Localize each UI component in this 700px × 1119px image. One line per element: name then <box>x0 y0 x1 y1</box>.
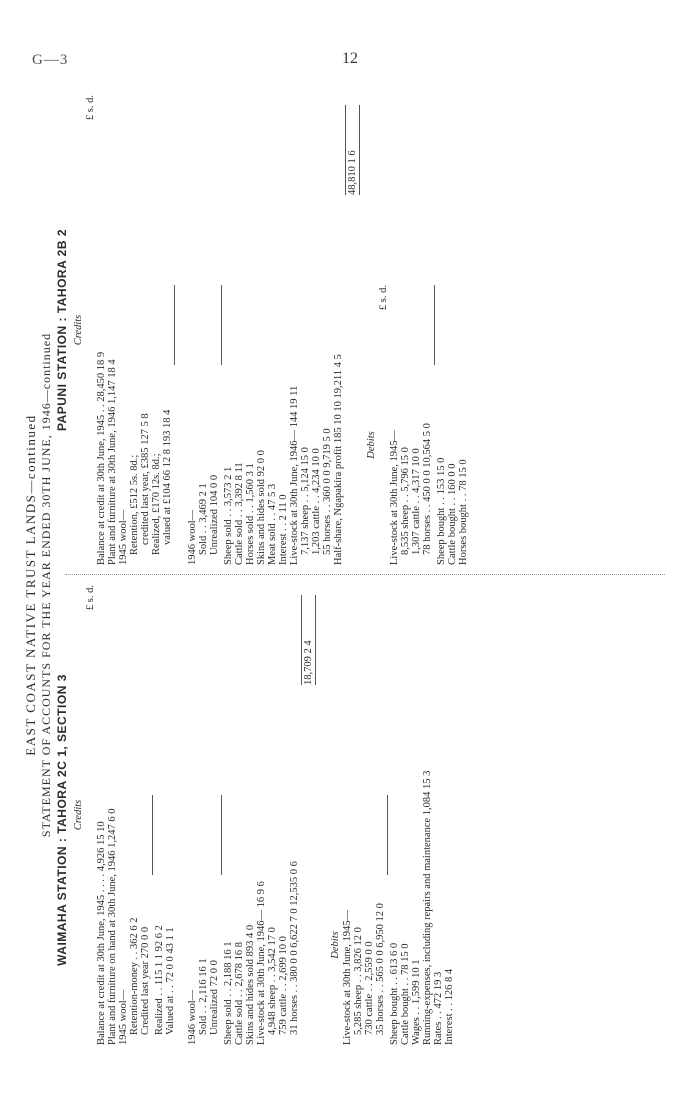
total-rule <box>315 595 316 685</box>
ledger-line: Live-stock at 30th June, 1945— <box>342 909 353 1045</box>
ledger-line: Plant and furniture on hand at 30th June, 1946 1,247 6 0 <box>107 808 118 1045</box>
ledger-line: Realized, £170 12s. 8d.; <box>151 453 162 555</box>
ledger-line: Plant and furniture at 30th June, 1946 1,147 18 4 <box>107 359 118 565</box>
ledger-line: Live-stock at 30th June, 1946— 144 19 11 <box>289 385 300 565</box>
ledger-total: 48,810 1 6 <box>347 150 358 195</box>
ledger-line: 35 horses . . 565 0 0 6,950 12 0 <box>375 903 386 1035</box>
papuni-station-heading: PAPUNI STATION : TAHORA 2B 2 <box>55 229 69 432</box>
ledger-line: Running-expenses, including repairs and maintenance 1,084 15 3 <box>422 770 433 1045</box>
ledger-line: Cattle sold . . 2,678 16 8 <box>234 942 245 1045</box>
waimaha-credits-section <box>73 585 455 1045</box>
ledger-line: 5,285 sheep . . 3,826 12 0 <box>353 927 364 1035</box>
ledger-line: Skins and hides sold 893 4 0 <box>245 924 256 1045</box>
ledger-line: Balance at credit at 30th June, 1945 . . 28,450 18 9 <box>96 351 107 565</box>
ledger-line: Sheep bought . . 613 6 0 <box>389 942 400 1045</box>
sum-rule <box>152 795 153 875</box>
corner-reference: G—3 <box>32 52 69 68</box>
waimaha-credits-list <box>96 585 316 1045</box>
ledger-line: valued at £104 66 12 8 193 18 4 <box>162 409 173 545</box>
sum-rule <box>174 285 175 365</box>
ledger-line: Cattle bought . . 78 15 0 <box>400 943 411 1045</box>
papuni-debits-title: Debits <box>366 431 377 459</box>
ledger-line: Cattle sold . . 3,392 8 11 <box>234 462 245 565</box>
ledger-line: Live-stock at 30th June, 1945— <box>389 429 400 565</box>
total-rule <box>359 105 360 195</box>
ledger-line: Sold . . 3,469 2 1 <box>198 483 209 555</box>
ledger-line: Sold . . 2,116 16 1 <box>198 958 209 1035</box>
ledger-line: Credited last year 270 0 0 <box>140 926 151 1035</box>
papuni-credits-list <box>96 95 360 565</box>
ledger-line: Half-share, Ngapakira profit 185 10 10 19,211 4 5 <box>333 354 344 565</box>
ledger-line: 1946 wool— <box>187 509 198 565</box>
papuni-currency-header: £ s. d. <box>85 95 96 121</box>
document-title: EAST COAST NATIVE TRUST LANDS—continued <box>23 414 38 756</box>
ledger-line: Skins and hides sold 92 0 0 <box>256 450 267 565</box>
sum-rule <box>221 285 222 365</box>
ledger-line: 1945 wool— <box>118 509 129 565</box>
ledger-line: Retention, £512 5s. 8d.; <box>129 454 140 555</box>
ledger-line: Valued at . . 72 0 0 43 1 1 <box>165 927 176 1035</box>
ledger-line: 55 horses . . 360 0 0 9,719 5 0 <box>322 428 333 555</box>
papuni-debits-list <box>389 95 469 565</box>
ledger-line: 31 horses . . 380 0 0 6,622 7 0 12,535 0 6 <box>289 861 300 1035</box>
waimaha-debits-title: Debits <box>330 931 341 959</box>
document-subtitle: STATEMENT OF ACCOUNTS FOR THE YEAR ENDED 30TH JUNE, 1946—continued <box>39 332 53 838</box>
waimaha-credits-title: Credits <box>73 799 84 831</box>
ledger-line: 78 horses . . 450 0 0 10,564 5 0 <box>422 423 433 555</box>
ledger-line: 1945 wool— <box>118 989 129 1045</box>
ledger-line: Horses bought . . 78 15 0 <box>458 459 469 565</box>
ledger-line: Retention-money . . 362 6 2 <box>129 917 140 1035</box>
page-number: 12 <box>342 50 358 67</box>
ledger-line: 8,535 sheep . . 5,796 15 0 <box>400 447 411 555</box>
ledger-line: Sheep sold . . 3,573 2 1 <box>223 466 234 565</box>
ledger-line: 7,137 sheep . . 5,124 15 0 <box>300 447 311 555</box>
ledger-line: Sheep bought . . 153 15 0 <box>436 457 447 565</box>
papuni-debits-currency-header: £ s. d. <box>378 285 389 311</box>
ledger-line: Balance at credit at 30th June, 1945 . . . . 4,926 15 10 <box>96 821 107 1045</box>
ledger-line: Realized . . 115 1 1 92 6 2 <box>154 925 165 1035</box>
papuni-credits-title: Credits <box>73 314 84 346</box>
ledger-line: Interest . . 2 11 0 <box>278 494 289 565</box>
ledger-line: Rates . . 472 19 3 <box>433 971 444 1045</box>
ledger-line: Wages . . 1,599 10 1 <box>411 959 422 1045</box>
sum-rule <box>434 285 435 365</box>
column-divider <box>65 574 665 575</box>
ledger-line: Horses sold . . 1,560 3 1 <box>245 463 256 565</box>
sum-rule <box>301 595 302 685</box>
ledger-line: 730 cattle . . 2,559 0 0 <box>364 941 375 1035</box>
ledger-line: 759 cattle . . 2,699 10 0 <box>278 936 289 1035</box>
ledger-line: Meat sold . . 47 5 3 <box>267 483 278 565</box>
sum-rule <box>345 105 346 195</box>
ledger-line: 1946 wool— <box>187 989 198 1045</box>
ledger-line: 4,948 sheep . . 3,542 17 0 <box>267 927 278 1035</box>
ledger-line: Unrealized 104 0 0 <box>209 474 220 555</box>
waimaha-debits-list <box>342 585 455 1045</box>
ledger-line: Cattle bought . . 160 0 0 <box>447 463 458 565</box>
papuni-credits-section <box>73 95 469 565</box>
sum-rule <box>387 795 388 875</box>
ledger-total: 18,709 2 4 <box>303 640 314 685</box>
ledger-line: Sheep sold . . 2,188 16 1 <box>223 941 234 1045</box>
waimaha-station-heading: WAIMAHA STATION : TAHORA 2C 1, SECTION 3 <box>55 674 69 966</box>
ledger-line: 1,203 cattle . . 4,234 10 0 <box>311 448 322 555</box>
rotated-statement-page <box>25 85 665 1085</box>
sum-rule <box>221 795 222 875</box>
waimaha-currency-header: £ s. d. <box>85 585 96 611</box>
ledger-line: credited last year, £385 127 5 8 <box>140 413 151 545</box>
ledger-line: Live-stock at 30th June, 1946— 16 9 6 <box>256 881 267 1045</box>
ledger-line: 1,307 cattle . . 4,317 10 0 <box>411 448 422 555</box>
ledger-line: Unrealized 72 0 0 <box>209 960 220 1035</box>
ledger-line: Interest . . 126 8 4 <box>444 968 455 1045</box>
